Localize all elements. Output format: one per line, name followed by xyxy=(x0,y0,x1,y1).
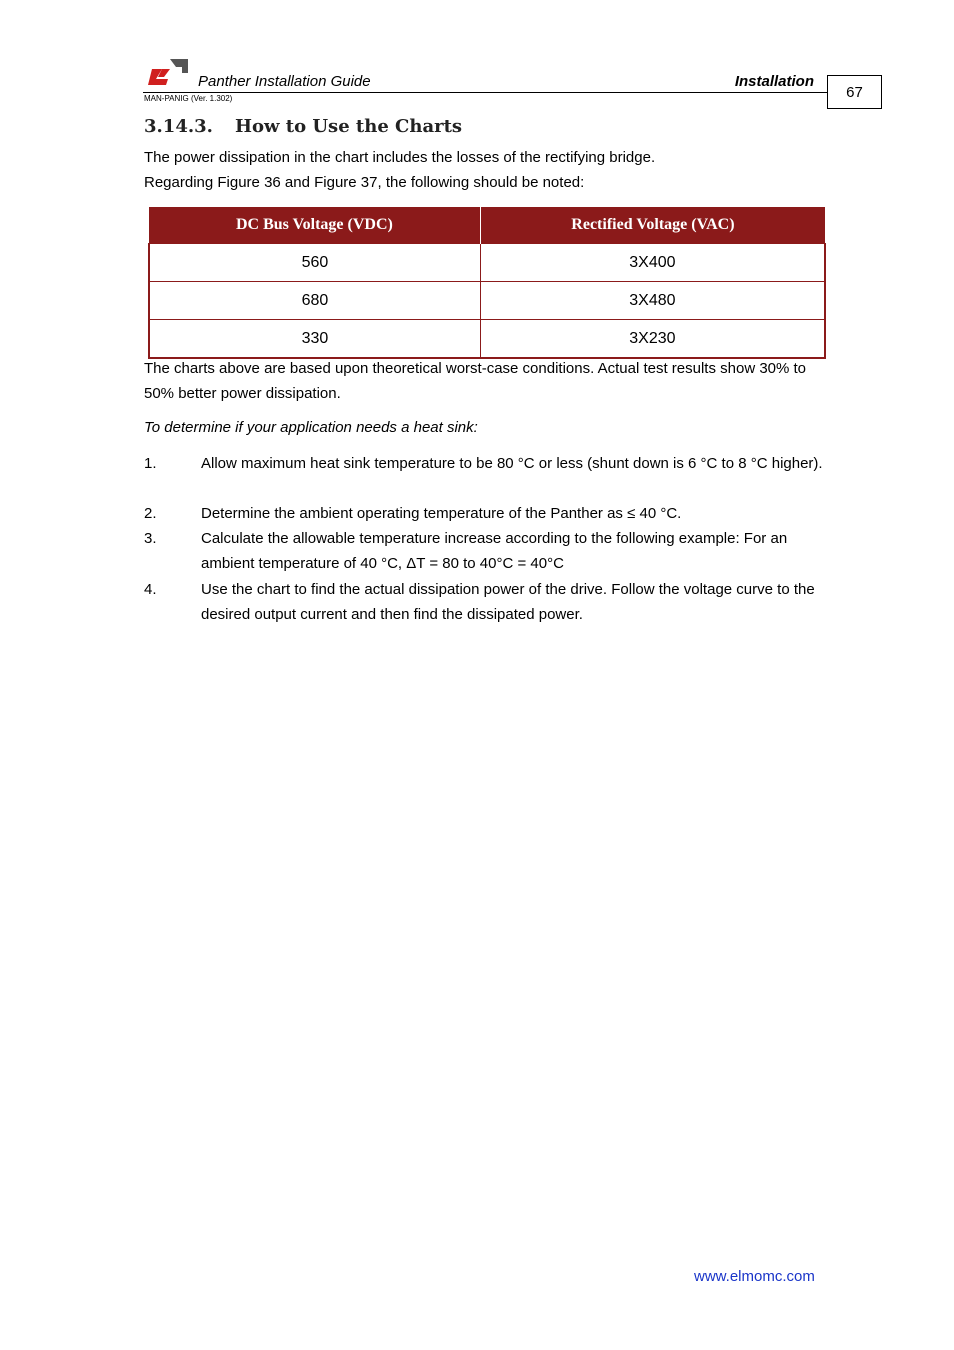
section-title: How to Use the Charts xyxy=(235,116,463,137)
note-paragraph: The charts above are based upon theoretical worst-case conditions. Actual test results show 30% to 50% better power dissipation. xyxy=(144,360,807,402)
list-item-number: 1. xyxy=(144,455,157,472)
footer-website-link[interactable]: www.elmomc.com xyxy=(694,1268,815,1285)
list-item-number: 3. xyxy=(144,530,157,547)
list-item xyxy=(144,451,830,476)
column-header-dc-bus: DC Bus Voltage (VDC) xyxy=(149,207,480,244)
voltage-table xyxy=(148,207,826,359)
section-heading xyxy=(144,116,462,137)
list-item-number: 4. xyxy=(144,581,157,598)
table-cell: 3X480 xyxy=(480,282,825,320)
list-item xyxy=(144,526,830,576)
table-row xyxy=(149,320,825,359)
table-row xyxy=(149,282,825,320)
version-label: MAN-PANIG (Ver. 1.302) xyxy=(144,94,233,103)
table-cell: 680 xyxy=(149,282,480,320)
column-header-rectified: Rectified Voltage (VAC) xyxy=(480,207,825,244)
header-divider xyxy=(143,92,827,93)
section-number: 3.14.3. xyxy=(144,116,213,137)
table-header-row xyxy=(149,207,825,244)
list-item-text: Use the chart to find the actual dissipation power of the drive. Follow the voltage curve to the desired output current and then find the dissipated power. xyxy=(201,581,815,623)
list-item xyxy=(144,501,830,526)
table-row xyxy=(149,244,825,282)
list-item-text: Determine the ambient operating temperature of the Panther as ≤ 40 °C. xyxy=(201,505,682,522)
document-title: Panther Installation Guide xyxy=(198,73,371,90)
list-item xyxy=(144,577,830,627)
list-item-number: 2. xyxy=(144,505,157,522)
intro-paragraph-2: Regarding Figure 36 and Figure 37, the following should be noted: xyxy=(144,174,585,191)
page-number: 67 xyxy=(827,75,882,109)
section-header: Installation xyxy=(734,73,814,90)
table-cell: 3X230 xyxy=(480,320,825,359)
table-cell: 560 xyxy=(149,244,480,282)
table-cell: 330 xyxy=(149,320,480,359)
procedure-title: To determine if your application needs a heat sink: xyxy=(144,419,478,436)
elmo-logo xyxy=(148,57,190,87)
list-item-text: Allow maximum heat sink temperature to be 80 °C or less (shunt down is 6 °C to 8 °C higher). xyxy=(201,455,823,472)
table-cell: 3X400 xyxy=(480,244,825,282)
intro-paragraph-1: The power dissipation in the chart includes the losses of the rectifying bridge. xyxy=(144,149,656,166)
list-item-text: Calculate the allowable temperature increase according to the following example: For an ambient temperature of 40 °C, ΔT = 80 to 40°C = 40°C xyxy=(201,530,788,572)
